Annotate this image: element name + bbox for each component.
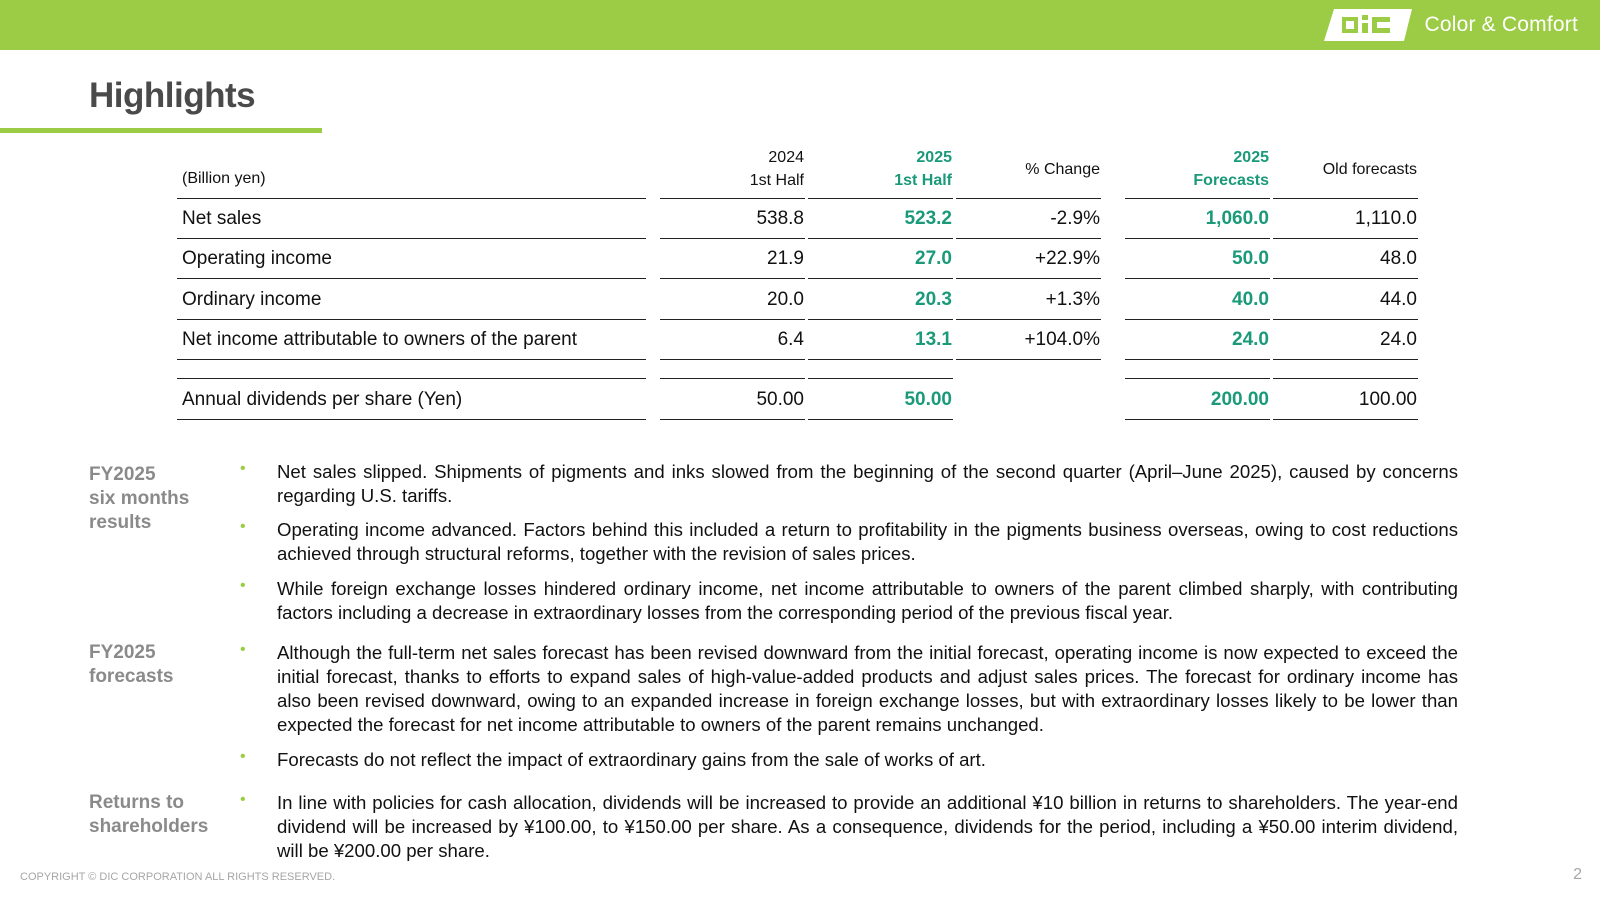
section-label-six-months bbox=[89, 463, 189, 535]
cell-forecast: 1,060.0 bbox=[1205, 208, 1269, 229]
row-rule bbox=[177, 238, 646, 239]
bullet-text: While foreign exchange losses hindered ordinary income, net income attributable to owners of the parent climbed sharply, with contributing factors including a decrease in extraordinary losses from the corresponding period of the previous fiscal year. bbox=[277, 578, 1458, 623]
section-label-line: forecasts bbox=[89, 666, 174, 687]
cell-2024: 6.4 bbox=[777, 329, 804, 350]
row-rule bbox=[1273, 419, 1418, 420]
header-2025-1st-half bbox=[808, 146, 952, 192]
row-rule bbox=[660, 359, 805, 360]
bullet-marker: • bbox=[240, 577, 246, 594]
cell-2024: 21.9 bbox=[767, 248, 804, 269]
table-unit-label: (Billion yen) bbox=[182, 170, 266, 187]
row-rule bbox=[808, 319, 953, 320]
section-label-line: FY2025 bbox=[89, 464, 156, 485]
title-underline bbox=[0, 128, 322, 133]
header-rule bbox=[177, 198, 646, 199]
cell-2025: 13.1 bbox=[915, 329, 952, 350]
copyright-notice: COPYRIGHT © DIC CORPORATION ALL RIGHTS RESERVED. bbox=[20, 871, 336, 883]
section-label-forecasts bbox=[89, 641, 174, 689]
row-rule bbox=[660, 419, 805, 420]
header-forecast-year: 2025 bbox=[1233, 149, 1269, 166]
row-rule bbox=[1273, 359, 1418, 360]
cell-2025: 20.3 bbox=[915, 289, 952, 310]
row-rule bbox=[1125, 419, 1270, 420]
row-rule bbox=[177, 319, 646, 320]
section-label-returns bbox=[89, 791, 208, 839]
header-rule bbox=[956, 198, 1101, 199]
row-label-net-sales: Net sales bbox=[182, 208, 262, 229]
cell-2024: 538.8 bbox=[756, 208, 804, 229]
header-2024-year: 2024 bbox=[768, 149, 804, 166]
bullet-marker: • bbox=[240, 791, 246, 808]
header-forecast-label: Forecasts bbox=[1193, 172, 1269, 189]
cell-change: +1.3% bbox=[1045, 289, 1100, 310]
header-2024-1st-half bbox=[660, 146, 804, 192]
bullet-text: Operating income advanced. Factors behind this included a return to profitability in the pigments business overseas, owing to cost reductions achieved through structural reforms, together with the revision of sales prices. bbox=[277, 519, 1458, 564]
header-rule bbox=[1125, 198, 1270, 199]
row-label-dividends: Annual dividends per share (Yen) bbox=[182, 389, 463, 410]
cell-2024: 20.0 bbox=[767, 289, 804, 310]
cell-old: 1,110.0 bbox=[1355, 208, 1417, 229]
row-rule bbox=[808, 378, 953, 379]
header-pct-change: % Change bbox=[1025, 161, 1100, 178]
row-label-net-income: Net income attributable to owners of the parent bbox=[182, 329, 578, 350]
row-label-operating-income: Operating income bbox=[182, 248, 332, 269]
section-label-line: shareholders bbox=[89, 816, 209, 837]
cell-2025: 523.2 bbox=[904, 208, 952, 229]
company-logo bbox=[1324, 9, 1578, 41]
row-rule bbox=[1273, 238, 1418, 239]
row-rule bbox=[956, 319, 1101, 320]
row-rule bbox=[1125, 278, 1270, 279]
row-rule bbox=[956, 238, 1101, 239]
cell-forecast: 200.00 bbox=[1210, 389, 1269, 410]
cell-old: 100.00 bbox=[1358, 389, 1417, 410]
row-rule bbox=[660, 319, 805, 320]
row-rule bbox=[1273, 278, 1418, 279]
row-rule bbox=[1125, 319, 1270, 320]
row-rule bbox=[177, 278, 646, 279]
row-rule bbox=[1125, 378, 1270, 379]
row-rule bbox=[808, 359, 953, 360]
cell-2024: 50.00 bbox=[756, 389, 804, 410]
dic-logo-icon bbox=[1324, 9, 1412, 41]
cell-change: +104.0% bbox=[1024, 329, 1100, 350]
row-rule bbox=[660, 278, 805, 279]
page-title: Highlights bbox=[89, 76, 256, 115]
row-rule bbox=[808, 419, 953, 420]
cell-forecast: 50.0 bbox=[1232, 248, 1269, 269]
cell-forecast: 24.0 bbox=[1232, 329, 1269, 350]
bullet-text: Forecasts do not reflect the impact of extraordinary gains from the sale of works of art. bbox=[277, 749, 986, 770]
header-2025-period: 1st Half bbox=[894, 172, 952, 189]
section-label-line: results bbox=[89, 512, 152, 533]
section-label-line: Returns to bbox=[89, 792, 184, 813]
row-rule bbox=[177, 378, 646, 379]
page-number: 2 bbox=[1573, 866, 1582, 883]
header-rule bbox=[660, 198, 805, 199]
row-rule bbox=[808, 278, 953, 279]
top-banner bbox=[0, 0, 1600, 50]
cell-old: 48.0 bbox=[1380, 248, 1417, 269]
row-rule bbox=[660, 378, 805, 379]
bullet-text: Net sales slipped. Shipments of pigments and inks slowed from the beginning of the second quarter (April–June 2025), caused by concerns regarding U.S. tariffs. bbox=[277, 461, 1458, 506]
cell-change: +22.9% bbox=[1035, 248, 1100, 269]
section-label-line: FY2025 bbox=[89, 642, 156, 663]
row-rule bbox=[956, 359, 1101, 360]
bullet-marker: • bbox=[240, 748, 246, 765]
row-rule bbox=[956, 278, 1101, 279]
bullet-marker: • bbox=[240, 460, 246, 477]
row-rule bbox=[177, 419, 646, 420]
row-rule bbox=[177, 359, 646, 360]
cell-forecast: 40.0 bbox=[1232, 289, 1269, 310]
cell-2025: 27.0 bbox=[915, 248, 952, 269]
cell-2025: 50.00 bbox=[904, 389, 952, 410]
header-rule bbox=[808, 198, 953, 199]
row-label-ordinary-income: Ordinary income bbox=[182, 289, 322, 310]
header-old-forecasts: Old forecasts bbox=[1322, 161, 1417, 178]
row-rule bbox=[808, 238, 953, 239]
header-2024-period: 1st Half bbox=[749, 172, 804, 189]
row-rule bbox=[1273, 319, 1418, 320]
bullet-marker: • bbox=[240, 518, 246, 535]
cell-old: 44.0 bbox=[1380, 289, 1417, 310]
bullet-text: In line with policies for cash allocation, dividends will be increased to provide an additional ¥10 billion in returns to shareholders. The year-end dividend will be increased by ¥100.00, to ¥150.00 per share. As a consequence, dividends for the period, including a ¥50.00 interim dividend, will be ¥200.00 per share. bbox=[277, 792, 1458, 861]
cell-old: 24.0 bbox=[1380, 329, 1417, 350]
row-rule bbox=[1125, 359, 1270, 360]
header-2025-year: 2025 bbox=[916, 149, 952, 166]
section-label-line: six months bbox=[89, 488, 190, 509]
bullet-text: Although the full-term net sales forecast has been revised downward from the initial forecast, operating income is now expected to exceed the initial forecast, thanks to efforts to expand sales of high-value-added products and adjust sales prices. The forecast for ordinary income has also been revised downward, owing to an expanded increase in foreign exchange losses, but with extraordinary losses likely to be lower than expected the forecast for net income attributable to owners of the parent remains unchanged. bbox=[277, 642, 1458, 735]
row-rule bbox=[1125, 238, 1270, 239]
row-rule bbox=[1273, 378, 1418, 379]
bullet-marker: • bbox=[240, 641, 246, 658]
cell-change: -2.9% bbox=[1050, 208, 1100, 229]
brand-tagline: Color & Comfort bbox=[1424, 13, 1578, 36]
row-rule bbox=[660, 238, 805, 239]
header-2025-forecasts bbox=[1125, 146, 1269, 192]
header-rule bbox=[1273, 198, 1418, 199]
